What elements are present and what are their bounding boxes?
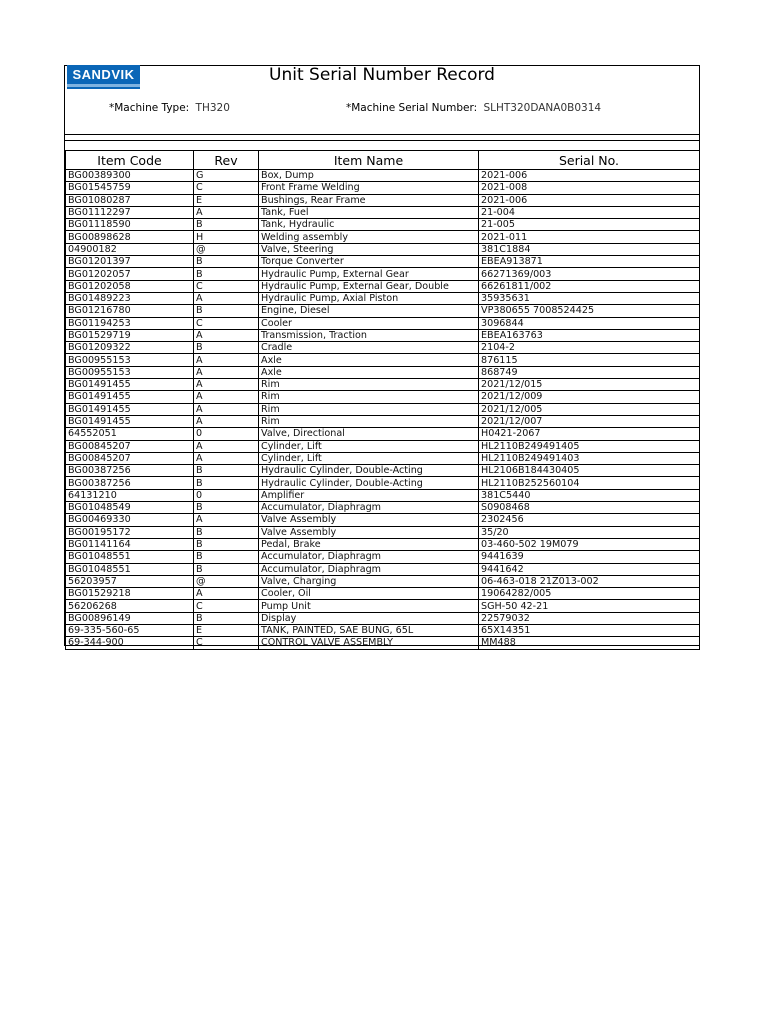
serial-no-cell: 2021-011 bbox=[479, 231, 700, 243]
rev-cell: H bbox=[194, 231, 259, 243]
table-row bbox=[66, 317, 700, 329]
item-name-cell: Valve Assembly bbox=[259, 514, 479, 526]
rev-cell: C bbox=[194, 600, 259, 612]
item-name-cell: Valve, Steering bbox=[259, 243, 479, 255]
table-row bbox=[66, 194, 700, 206]
table-row bbox=[66, 428, 700, 440]
item-code-cell: BG01209322 bbox=[66, 342, 194, 354]
serial-no-cell: 06-463-018 21Z013-002 bbox=[479, 575, 700, 587]
serial-no-cell: 21-004 bbox=[479, 206, 700, 218]
item-name-cell: Display bbox=[259, 612, 479, 624]
serial-no-cell: S0908468 bbox=[479, 502, 700, 514]
table-row bbox=[66, 292, 700, 304]
table-row bbox=[66, 600, 700, 612]
table-row bbox=[66, 452, 700, 464]
item-code-cell: 69-344-900 bbox=[66, 637, 194, 649]
serial-no-cell: 381C1884 bbox=[479, 243, 700, 255]
rev-cell: C bbox=[194, 280, 259, 292]
item-code-cell: BG00389300 bbox=[66, 170, 194, 182]
item-code-cell: BG01202057 bbox=[66, 268, 194, 280]
item-code-cell: BG01141164 bbox=[66, 538, 194, 550]
record-sheet bbox=[64, 65, 700, 649]
item-code-cell: BG01202058 bbox=[66, 280, 194, 292]
item-code-cell: BG00469330 bbox=[66, 514, 194, 526]
item-name-cell: Rim bbox=[259, 379, 479, 391]
table-row bbox=[66, 538, 700, 550]
table-row bbox=[66, 354, 700, 366]
item-name-cell: Axle bbox=[259, 354, 479, 366]
serial-no-cell: 66271369/003 bbox=[479, 268, 700, 280]
item-name-cell: Hydraulic Pump, External Gear, Double bbox=[259, 280, 479, 292]
rev-cell: 0 bbox=[194, 489, 259, 501]
item-code-cell: BG01545759 bbox=[66, 182, 194, 194]
item-code-cell: 64131210 bbox=[66, 489, 194, 501]
serial-no-cell: 2021/12/015 bbox=[479, 379, 700, 391]
item-code-cell: 56206268 bbox=[66, 600, 194, 612]
item-name-cell: Engine, Diesel bbox=[259, 305, 479, 317]
rev-cell: C bbox=[194, 637, 259, 649]
item-name-cell: Tank, Hydraulic bbox=[259, 219, 479, 231]
rev-cell: A bbox=[194, 391, 259, 403]
rev-cell: A bbox=[194, 514, 259, 526]
table-row bbox=[66, 256, 700, 268]
table-row bbox=[66, 280, 700, 292]
rev-cell: B bbox=[194, 563, 259, 575]
rev-cell: B bbox=[194, 305, 259, 317]
item-code-cell: BG00955153 bbox=[66, 366, 194, 378]
table-row bbox=[66, 440, 700, 452]
serial-no-cell: 35/20 bbox=[479, 526, 700, 538]
rev-cell: B bbox=[194, 538, 259, 550]
table-row bbox=[66, 182, 700, 194]
rev-cell: B bbox=[194, 502, 259, 514]
table-row bbox=[66, 305, 700, 317]
serial-no-cell: 2104-2 bbox=[479, 342, 700, 354]
item-code-cell: BG00955153 bbox=[66, 354, 194, 366]
serial-no-cell: 2021-008 bbox=[479, 182, 700, 194]
record-header bbox=[65, 66, 699, 133]
table-body bbox=[66, 170, 700, 650]
item-code-cell: BG01201397 bbox=[66, 256, 194, 268]
item-code-cell: BG01491455 bbox=[66, 403, 194, 415]
item-name-cell: Hydraulic Cylinder, Double-Acting bbox=[259, 477, 479, 489]
item-code-cell: BG01529218 bbox=[66, 588, 194, 600]
serial-no-cell: 03-460-502 19M079 bbox=[479, 538, 700, 550]
table-row bbox=[66, 329, 700, 341]
item-name-cell: Hydraulic Pump, External Gear bbox=[259, 268, 479, 280]
rev-cell: A bbox=[194, 588, 259, 600]
table-row bbox=[66, 206, 700, 218]
item-name-cell: Valve, Directional bbox=[259, 428, 479, 440]
item-code-cell: 69-335-560-65 bbox=[66, 624, 194, 636]
rev-cell: B bbox=[194, 526, 259, 538]
item-name-cell: Hydraulic Cylinder, Double-Acting bbox=[259, 465, 479, 477]
item-name-cell: Bushings, Rear Frame bbox=[259, 194, 479, 206]
item-name-cell: Pedal, Brake bbox=[259, 538, 479, 550]
item-name-cell: Valve, Charging bbox=[259, 575, 479, 587]
table-row bbox=[66, 465, 700, 477]
machine-serial-label: *Machine Serial Number: bbox=[346, 102, 478, 114]
rev-cell: B bbox=[194, 551, 259, 563]
serial-no-cell: 381C5440 bbox=[479, 489, 700, 501]
serial-no-cell: HL2110B249491403 bbox=[479, 452, 700, 464]
item-name-cell: Axle bbox=[259, 366, 479, 378]
header-divider bbox=[65, 140, 699, 141]
item-name-cell: Tank, Fuel bbox=[259, 206, 479, 218]
item-name-cell: CONTROL VALVE ASSEMBLY bbox=[259, 637, 479, 649]
serial-no-cell: 868749 bbox=[479, 366, 700, 378]
serial-no-cell: 2302456 bbox=[479, 514, 700, 526]
serial-no-cell: 9441642 bbox=[479, 563, 700, 575]
table-row bbox=[66, 379, 700, 391]
serial-no-cell: MM488 bbox=[479, 637, 700, 649]
serial-no-cell: 19064282/005 bbox=[479, 588, 700, 600]
item-name-cell: Hydraulic Pump, Axial Piston bbox=[259, 292, 479, 304]
rev-cell: A bbox=[194, 403, 259, 415]
item-name-cell: Valve Assembly bbox=[259, 526, 479, 538]
table-row bbox=[66, 403, 700, 415]
rev-cell: A bbox=[194, 292, 259, 304]
rev-cell: B bbox=[194, 612, 259, 624]
serial-no-cell: 66261811/002 bbox=[479, 280, 700, 292]
rev-cell: C bbox=[194, 182, 259, 194]
sandvik-logo: SANDVIK bbox=[67, 65, 140, 89]
rev-cell: @ bbox=[194, 243, 259, 255]
serial-no-cell: H0421-2067 bbox=[479, 428, 700, 440]
table-row bbox=[66, 342, 700, 354]
item-name-cell: Box, Dump bbox=[259, 170, 479, 182]
serial-no-cell: 2021/12/009 bbox=[479, 391, 700, 403]
item-code-cell: BG01194253 bbox=[66, 317, 194, 329]
item-code-cell: BG01529719 bbox=[66, 329, 194, 341]
column-header-item-code: Item Code bbox=[66, 151, 194, 170]
table-row bbox=[66, 489, 700, 501]
table-row bbox=[66, 624, 700, 636]
rev-cell: B bbox=[194, 268, 259, 280]
table-header-row bbox=[66, 151, 700, 170]
page-title: Unit Serial Number Record bbox=[269, 65, 495, 85]
rev-cell: B bbox=[194, 465, 259, 477]
rev-cell: B bbox=[194, 477, 259, 489]
item-code-cell: BG00845207 bbox=[66, 452, 194, 464]
table-row bbox=[66, 588, 700, 600]
rev-cell: A bbox=[194, 415, 259, 427]
serial-no-cell: 876115 bbox=[479, 354, 700, 366]
table-row bbox=[66, 526, 700, 538]
table-row bbox=[66, 637, 700, 649]
table-row bbox=[66, 612, 700, 624]
item-name-cell: Cradle bbox=[259, 342, 479, 354]
serial-no-cell: HL2106B184430405 bbox=[479, 465, 700, 477]
table-row bbox=[66, 502, 700, 514]
rev-cell: A bbox=[194, 379, 259, 391]
rev-cell: E bbox=[194, 194, 259, 206]
rev-cell: A bbox=[194, 329, 259, 341]
item-name-cell: Cylinder, Lift bbox=[259, 440, 479, 452]
machine-type-field bbox=[109, 101, 230, 115]
serial-no-cell: 9441639 bbox=[479, 551, 700, 563]
item-name-cell: Front Frame Welding bbox=[259, 182, 479, 194]
rev-cell: A bbox=[194, 354, 259, 366]
item-code-cell: BG01112297 bbox=[66, 206, 194, 218]
serial-no-cell: SGH-50 42-21 bbox=[479, 600, 700, 612]
machine-serial-field bbox=[346, 101, 601, 115]
rev-cell: 0 bbox=[194, 428, 259, 440]
serial-no-cell: 2021-006 bbox=[479, 170, 700, 182]
item-code-cell: BG01118590 bbox=[66, 219, 194, 231]
serial-table bbox=[65, 150, 700, 650]
rev-cell: A bbox=[194, 440, 259, 452]
item-name-cell: Rim bbox=[259, 415, 479, 427]
serial-no-cell: EBEA913871 bbox=[479, 256, 700, 268]
table-row bbox=[66, 366, 700, 378]
rev-cell: B bbox=[194, 342, 259, 354]
table-row bbox=[66, 243, 700, 255]
item-code-cell: BG00387256 bbox=[66, 465, 194, 477]
item-name-cell: Accumulator, Diaphragm bbox=[259, 551, 479, 563]
machine-type-label: *Machine Type: bbox=[109, 102, 190, 114]
item-name-cell: Rim bbox=[259, 403, 479, 415]
table-row bbox=[66, 575, 700, 587]
item-code-cell: BG01080287 bbox=[66, 194, 194, 206]
machine-serial-value: SLHT320DANA0B0314 bbox=[483, 102, 602, 114]
item-name-cell: Amplifier bbox=[259, 489, 479, 501]
table-row bbox=[66, 391, 700, 403]
table-row bbox=[66, 563, 700, 575]
item-name-cell: Accumulator, Diaphragm bbox=[259, 563, 479, 575]
serial-no-cell: EBEA163763 bbox=[479, 329, 700, 341]
table-row bbox=[66, 514, 700, 526]
item-name-cell: Accumulator, Diaphragm bbox=[259, 502, 479, 514]
rev-cell: @ bbox=[194, 575, 259, 587]
item-code-cell: 64552051 bbox=[66, 428, 194, 440]
item-code-cell: BG01489223 bbox=[66, 292, 194, 304]
rev-cell: C bbox=[194, 317, 259, 329]
rev-cell: G bbox=[194, 170, 259, 182]
header-divider bbox=[65, 134, 699, 135]
item-name-cell: Cooler, Oil bbox=[259, 588, 479, 600]
rev-cell: B bbox=[194, 219, 259, 231]
serial-no-cell: VP380655 7008524425 bbox=[479, 305, 700, 317]
item-code-cell: BG01048549 bbox=[66, 502, 194, 514]
serial-no-cell: 3096844 bbox=[479, 317, 700, 329]
item-code-cell: BG01048551 bbox=[66, 563, 194, 575]
item-code-cell: 04900182 bbox=[66, 243, 194, 255]
serial-no-cell: 2021/12/007 bbox=[479, 415, 700, 427]
item-code-cell: 56203957 bbox=[66, 575, 194, 587]
item-name-cell: Transmission, Traction bbox=[259, 329, 479, 341]
item-code-cell: BG01048551 bbox=[66, 551, 194, 563]
serial-no-cell: HL2110B252560104 bbox=[479, 477, 700, 489]
item-code-cell: BG01491455 bbox=[66, 391, 194, 403]
table-row bbox=[66, 415, 700, 427]
rev-cell: A bbox=[194, 452, 259, 464]
item-name-cell: Cylinder, Lift bbox=[259, 452, 479, 464]
serial-no-cell: 21-005 bbox=[479, 219, 700, 231]
item-code-cell: BG00898628 bbox=[66, 231, 194, 243]
serial-no-cell: 2021/12/005 bbox=[479, 403, 700, 415]
rev-cell: A bbox=[194, 206, 259, 218]
serial-no-cell: 65X14351 bbox=[479, 624, 700, 636]
item-code-cell: BG00387256 bbox=[66, 477, 194, 489]
rev-cell: A bbox=[194, 366, 259, 378]
item-code-cell: BG01491455 bbox=[66, 379, 194, 391]
item-name-cell: Torque Converter bbox=[259, 256, 479, 268]
item-name-cell: Cooler bbox=[259, 317, 479, 329]
table-row bbox=[66, 170, 700, 182]
table-row bbox=[66, 477, 700, 489]
machine-type-value: TH320 bbox=[195, 102, 230, 114]
item-name-cell: Welding assembly bbox=[259, 231, 479, 243]
serial-no-cell: HL2110B249491405 bbox=[479, 440, 700, 452]
item-code-cell: BG01216780 bbox=[66, 305, 194, 317]
table-row bbox=[66, 268, 700, 280]
table-row bbox=[66, 551, 700, 563]
rev-cell: E bbox=[194, 624, 259, 636]
column-header-item-name: Item Name bbox=[259, 151, 479, 170]
serial-no-cell: 2021-006 bbox=[479, 194, 700, 206]
item-name-cell: Pump Unit bbox=[259, 600, 479, 612]
column-header-serial-no: Serial No. bbox=[479, 151, 700, 170]
table-row bbox=[66, 231, 700, 243]
item-name-cell: TANK, PAINTED, SAE BUNG, 65L bbox=[259, 624, 479, 636]
table-row bbox=[66, 219, 700, 231]
item-code-cell: BG00896149 bbox=[66, 612, 194, 624]
item-code-cell: BG00845207 bbox=[66, 440, 194, 452]
item-code-cell: BG01491455 bbox=[66, 415, 194, 427]
item-code-cell: BG00195172 bbox=[66, 526, 194, 538]
column-header-rev: Rev bbox=[194, 151, 259, 170]
serial-no-cell: 22579032 bbox=[479, 612, 700, 624]
item-name-cell: Rim bbox=[259, 391, 479, 403]
serial-no-cell: 35935631 bbox=[479, 292, 700, 304]
rev-cell: B bbox=[194, 256, 259, 268]
